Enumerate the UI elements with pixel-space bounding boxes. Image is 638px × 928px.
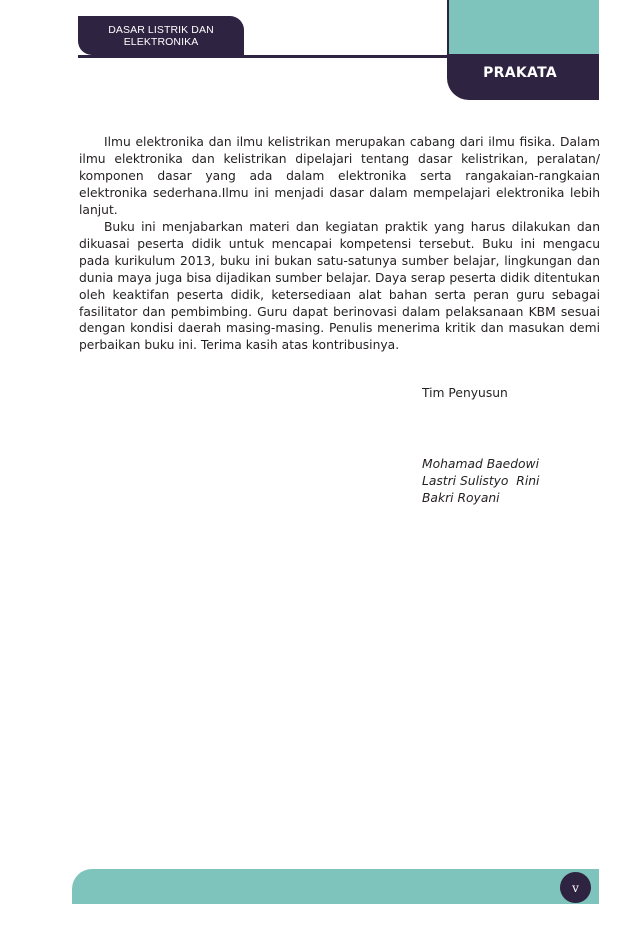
header-teal-block [447,0,599,54]
page-number-label: v [572,880,579,895]
preface-body [79,134,600,354]
author-list [422,456,539,507]
section-title: PRAKATA [483,65,557,81]
page-number [560,872,591,903]
paragraph-2: Buku ini menjabarkan materi dan kegiatan praktik yang harus dilakukan dan dikuasai peserta didik untuk mencapai kompetensi tersebut. Buku ini mengacu pada kurikulum 2013, buku ini bukan satu-satunya sumber belajar, lingkungan dan dunia maya juga bisa dijadikan sumber belajar. Daya serap peserta didik ditentukan oleh keaktifan peserta didik, ketersediaan alat bahan serta peran guru sebagai fasilitator dan pembimbing. Guru dapat berinovasi dalam pelaksanaan KBM sesuai dengan kondisi daerah masing-masing. Penulis menerima kritik dan masukan demi perbaikan buku ini. Terima kasih atas kontribusinya. [79,219,600,353]
author-name: Bakri Royani [422,491,500,505]
section-title-tab [447,54,599,100]
footer-bar [72,869,599,904]
author-name: Lastri Sulistyo Rini [422,474,540,488]
signoff: Tim Penyusun [422,386,508,400]
book-title: DASAR LISTRIK DAN ELEKTRONIKA [108,24,214,48]
header-rule [78,55,448,58]
book-title-tab [78,16,244,55]
author-name: Mohamad Baedowi [422,457,540,471]
paragraph-1: Ilmu elektronika dan ilmu kelistrikan merupakan cabang dari ilmu fisika. Dalam ilmu elektronika dan kelistrikan dipelajari tentang dasar kelistrikan, peralatan/ komponen dasar yang ada dalam elektronika serta rangakaian-rangkaian elektronika sederhana.Ilmu ini menjadi dasar dalam mempelajari elektronika lebih lanjut. [79,135,600,217]
